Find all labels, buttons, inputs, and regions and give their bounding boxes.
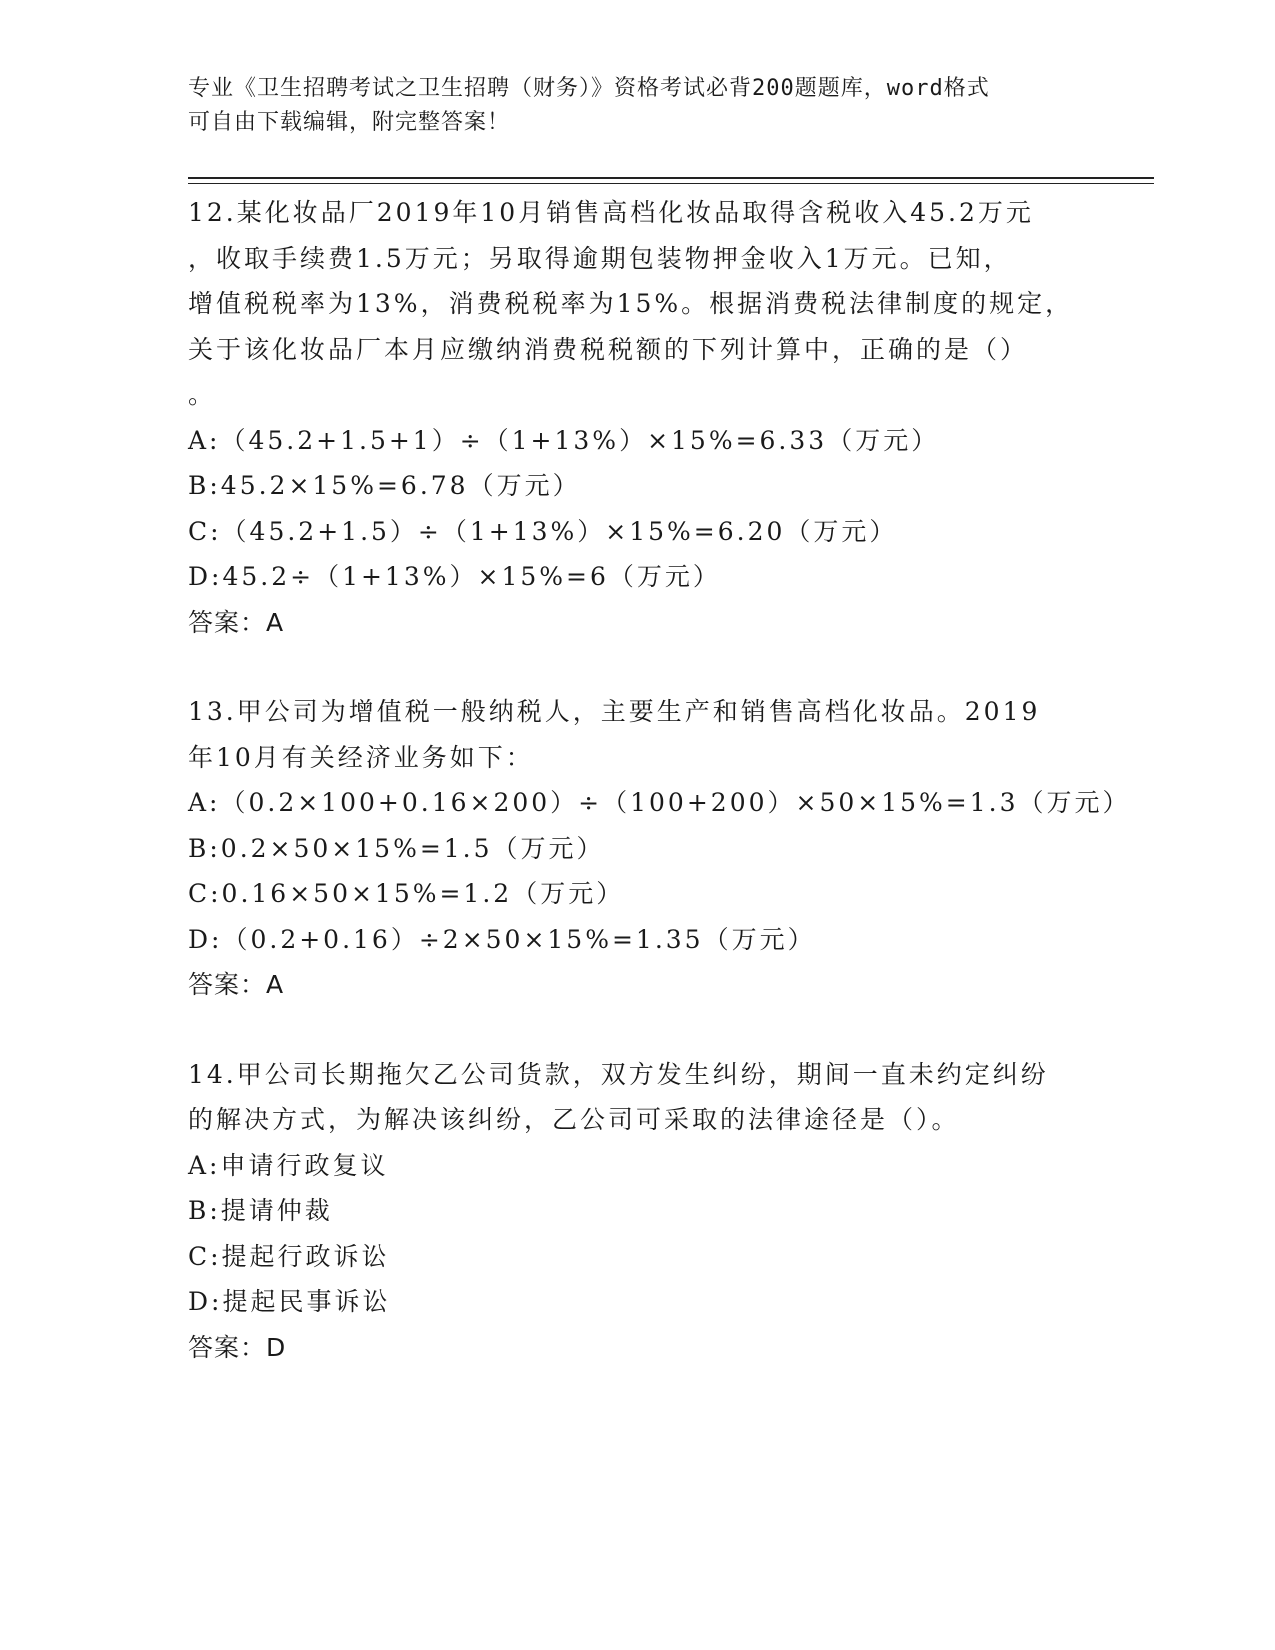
question-stem-line: 年10月有关经济业务如下： — [188, 742, 534, 772]
answer-label: 答案：A — [188, 607, 285, 637]
option-b: B:提请仲裁 — [188, 1196, 333, 1225]
answer-label: 答案：A — [188, 970, 285, 999]
question-stem-line: 13.甲公司为增值税一般纳税人，主要生产和销售高档化妆品。2019 — [188, 697, 1041, 726]
document-header — [188, 72, 1088, 140]
question-stem-line: 。 — [188, 380, 217, 409]
question-list — [188, 190, 1131, 1414]
question-13 — [188, 689, 1131, 1008]
header-line: 专业《卫生招聘考试之卫生招聘（财务）》资格考试必背200题题库，word格式 — [188, 76, 990, 101]
header-rule-thick — [188, 177, 1154, 179]
header-rule-thin — [188, 183, 1154, 184]
question-stem-line: ，收取手续费1.5万元；另取得逾期包装物押金收入1万元。已知， — [188, 243, 1012, 273]
option-d: D:45.2÷（1+13%）×15%=6（万元） — [188, 562, 721, 591]
question-stem-line: 关于该化妆品厂本月应缴纳消费税税额的下列计算中，正确的是（） — [188, 334, 1029, 364]
answer-label: 答案：D — [188, 1332, 287, 1362]
question-stem-line: 的解决方式，为解决该纠纷，乙公司可采取的法律途径是（）。 — [188, 1105, 960, 1134]
option-d: D:提起民事诉讼 — [188, 1287, 391, 1316]
option-b: B:45.2×15%=6.78（万元） — [188, 471, 581, 500]
option-c: C:0.16×50×15%=1.2（万元） — [188, 879, 625, 908]
option-b: B:0.2×50×15%=1.5（万元） — [188, 833, 605, 863]
option-a: A:（0.2×100+0.16×200）÷（100+200）×50×15%=1.3（万元） — [188, 788, 1131, 817]
question-stem-line: 14.甲公司长期拖欠乙公司货款，双方发生纠纷，期间一直未约定纠纷 — [188, 1059, 1049, 1089]
question-stem-line: 增值税税率为13%，消费税税率为15%。根据消费税法律制度的规定， — [188, 289, 1074, 318]
question-14 — [188, 1052, 1088, 1371]
option-a: A:（45.2+1.5+1）÷（1+13%）×15%=6.33（万元） — [188, 425, 940, 455]
option-a: A:申请行政复议 — [188, 1150, 389, 1180]
option-d: D:（0.2+0.16）÷2×50×15%=1.35（万元） — [188, 924, 816, 954]
question-12 — [188, 190, 1088, 645]
option-c: C:（45.2+1.5）÷（1+13%）×15%=6.20（万元） — [188, 516, 898, 546]
header-line: 可自由下载编辑，附完整答案！ — [188, 110, 511, 135]
question-stem-line: 12.某化妆品厂2019年10月销售高档化妆品取得含税收入45.2万元 — [188, 198, 1034, 227]
option-c: C:提起行政诉讼 — [188, 1241, 390, 1271]
